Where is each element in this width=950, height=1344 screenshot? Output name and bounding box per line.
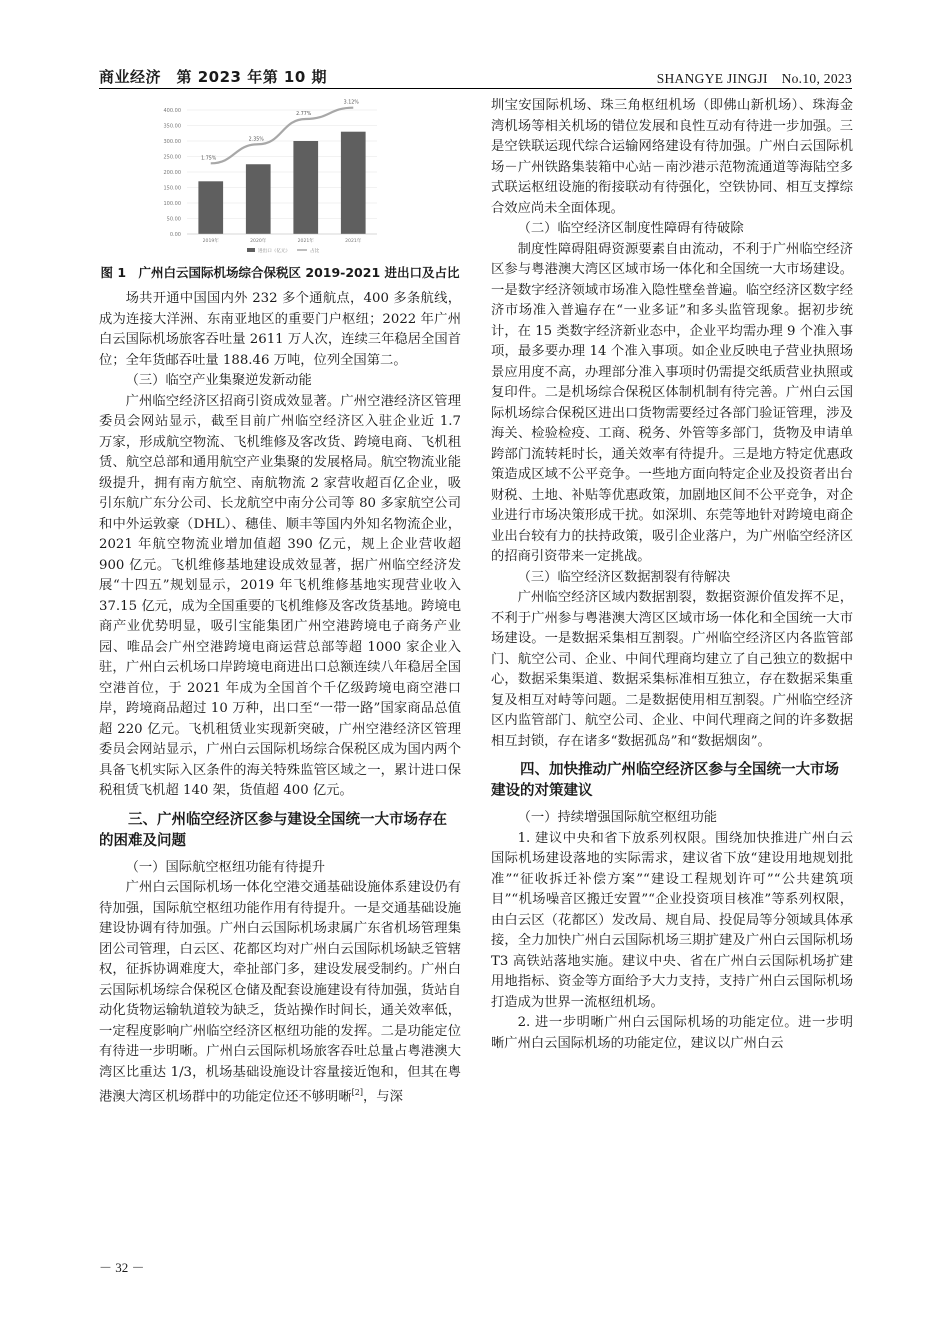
left-column xyxy=(99,96,461,1108)
y-tick-label: 300.00 xyxy=(163,139,181,145)
bar xyxy=(198,181,223,234)
legend-label: 占比 xyxy=(310,249,320,254)
figure-1 xyxy=(99,96,461,261)
right-column xyxy=(491,96,853,1054)
paragraph: 1. 建议中央和省下放系列权限。围绕加快推进广州白云国际机场建设落地的实际需求，建议省下放“建设用地规划批准”“征收拆迁补偿方案”“建设工程规划许可”“公共建筑项目”“机场噪音区搬迁安置”“企业投资项目核准”等系列权限，由白云区（花都区）发改局、规自局、投促局等分领域具体承接，全力加快广州白云国际机场三期扩建及广州白云国际机场 T3 高铁站落地实施。建议中央、省在广州白云国际机场扩建用地指标、资金等方面给予大力支持，支持广州白云国际机场打造成为世界一流枢纽机场。 xyxy=(491,830,853,1010)
subsection-heading: （三）临空产业集聚逆发新动能 xyxy=(125,373,312,388)
paragraph-text: ，与深 xyxy=(362,1089,403,1105)
y-tick-label: 200.00 xyxy=(163,170,181,176)
bar xyxy=(341,132,366,234)
x-tick-label: 2021年 xyxy=(297,239,314,244)
legend-swatch-bar xyxy=(247,248,255,252)
subsection-heading: （一）国际航空枢纽功能有待提升 xyxy=(125,859,326,875)
paragraph: 2. 进一步明晰广州白云国际机场的功能定位。进一步明晰广州白云国际机场的功能定位，建议以广州白云 xyxy=(491,1015,853,1051)
figure-caption: 图 1 广州白云国际机场综合保税区 2019-2021 进出口及占比 xyxy=(100,265,460,280)
line-data-label: 2.77% xyxy=(296,112,312,117)
x-tick-label: 2021年 xyxy=(345,239,362,244)
line-data-label: 3.12% xyxy=(343,100,359,106)
subsection-heading: （一）持续增强国际航空枢纽功能 xyxy=(517,810,718,825)
page-header xyxy=(99,64,852,89)
paragraph: 制度性障碍阻碍资源要素自由流动，不利于广州临空经济区参与粤港澳大湾区区域市场一体化和全国统一大市场建设。一是数字经济领域市场准入隐性壁垒普遍。临空经济区数字经济市场准入普遍存在“一业多证”和多头监管现象。据初步统计，在 15 类数字经济新业态中，企业平均需办理 9 个准入事项，最多要办理 14 个准入事项。如企业反映电子营业执照场景应用度不高，办理部分准入事项时仍需提交纸质营业执照或复印件。二是机场综合保税区体制机制有待完善。广州白云国际机场综合保税区进出口货物需要经过各部门验证管理，涉及海关、检验检疫、工商、税务、外管等多部门，货物及申请单跨部门流转耗时长，通关效率有待提升。三是地方特定优惠政策造成区域不公平竞争。一些地方面向特定企业及投资者出台财税、土地、补贴等优惠政策，加剧地区间不公平竞争，对企业进行市场决策形成干扰。如深圳、东莞等地针对跨境电商企业出台较有力的扶持政策，吸引企业落户，为广州临空经济区的招商引资带来一定挑战。 xyxy=(491,241,853,564)
x-tick-label: 2020年 xyxy=(250,239,267,244)
bar xyxy=(246,164,271,234)
legend-label: 进出口（亿元） xyxy=(258,249,291,254)
x-tick-label: 2019年 xyxy=(202,239,219,244)
y-tick-label: 250.00 xyxy=(163,154,181,161)
y-tick-label: 400.00 xyxy=(163,108,181,114)
y-tick-label: 100.00 xyxy=(163,201,181,207)
journal-title: 商业经济 第 2023 年第 10 期 xyxy=(99,68,328,86)
y-tick-label: 350.00 xyxy=(163,123,181,130)
section-heading: 四、加快推动广州临空经济区参与全国统一大市场建设的对策建议 xyxy=(491,762,839,799)
line-data-label: 1.75% xyxy=(201,156,217,162)
paragraph: 广州临空经济区招商引资成效显著。广州空港经济区管理委员会网站显示，截至目前广州临空经济区入驻企业近 1.7 万家，形成航空物流、飞机维修及客改货、跨境电商、飞机租赁、航空总部和通用航空产业集聚的发展格局。航空物流业能级提升，拥有南方航空、南航物流 2 家营收超百亿企业，吸引东航广东分公司、长龙航空中南分公司等 80 多家航空公司和中外运敦豪（DHL）、穗佳、顺丰等国内外知名物流企业，2021 年航空物流业增加值超 390 亿元，规上企业营收超 900 亿元。飞机维修基地建设成效显著，据广州临空经济发展“十四五”规划显示，2019 年飞机维修基地实现营业收入 37.15 亿元，成为全国重要的飞机维修及客改货基地。跨境电商产业优势明显，吸引宝能集团广州空港跨境电子商务产业园、唯品会广州空港跨境电商运营总部等超 1000 家企业入驻，广州白云机场口岸跨境电商进出口总额连续八年稳居全国空港首位，于 2021 年成为全国首个千亿级跨境电商空港口岸，跨境商品超过 10 万种，出口至“一带一路”国家商品总值超 220 亿元。飞机租赁业实现新突破，广州空港经济区管理委员会网站显示，广州白云国际机场综合保税区成为国内两个具备飞机实际入区条件的海关特殊监管区域之一，累计进口保税租赁飞机超 140 架，货值超 400 亿元。 xyxy=(99,393,461,798)
y-tick-label: 0.00 xyxy=(169,232,181,238)
reference-mark[interactable]: [2] xyxy=(351,1088,363,1097)
subsection-heading: （三）临空经济区数据割裂有待解决 xyxy=(517,569,731,585)
line-data-label: 2.35% xyxy=(248,137,264,143)
y-tick-label: 150.00 xyxy=(163,185,181,192)
section-heading: 三、广州临空经济区参与建设全国统一大市场存在的困难及问题 xyxy=(99,811,447,849)
page-number: － 32 － xyxy=(99,1260,145,1275)
paragraph: 圳宝安国际机场、珠三角枢纽机场（即佛山新机场）、珠海金湾机场等相关机场的错位发展和良性互动有待进一步加强。三是空铁联运现代综合运输网络建设有待加强。广州白云国际机场－广州铁路集装箱中心站－南沙港示范物流通道等海陆空多式联运枢纽设施的衔接联动有待强化，空铁协同、相互支撑综合效应尚未全面体现。 xyxy=(491,98,853,216)
paragraph: 广州临空经济区域内数据割裂，数据资源价值发挥不足，不利于广州参与粤港澳大湾区区域市场一体化和全国统一大市场建设。一是数据采集相互割裂。广州临空经济区内各监管部门、航空公司、企业、中间代理商均建立了自己独立的数据中心，数据采集渠道、数据采集标准相互独立，存在数据采集重复及相互对峙等问题。二是数据使用相互割裂。广州临空经济区内监管部门、航空公司、企业、中间代理商之间的许多数据相互封锁，存在诸多“数据孤岛”和“数据烟囱”。 xyxy=(491,590,853,749)
paragraph: 场共开通中国国内外 232 多个通航点，400 多条航线，成为连接大洋洲、东南亚地区的重要门户枢纽；2022 年广州白云国际机场旅客吞吐量 2611 万人次，连续三年稳居全国首位；全年货邮吞吐量 188.46 万吨，位列全国第二。 xyxy=(99,291,461,368)
subsection-heading: （二）临空经济区制度性障碍有待破除 xyxy=(517,221,744,236)
line-series xyxy=(211,108,354,164)
paragraph-text: 广州白云国际机场一体化空港交通基础设施体系建设仍有待加强，国际航空枢纽功能作用有待提升。一是交通基础设施建设协调有待加强。广州白云国际机场隶属广东省机场管理集团公司管理，白云区、花都区均对广州白云国际机场缺乏管辖权，征拆协调难度大，牵扯部门多，建设发展受制约。广州白云国际机场综合保税区仓储及配套设施建设有待加强，货站自动化货物运输轨道较为缺乏，货站操作时间长，通关效率低，一定程度影响广州临空经济区枢纽功能的发挥。二是功能定位有待进一步明晰。广州白云国际机场旅客吞吐总量占粤港澳大湾区比重达 1/3，机场基础设施设计容量接近饱和，但其在粤港澳大湾区机场群中的功能定位还不够明晰 xyxy=(99,880,461,1105)
bar-line-chart xyxy=(99,96,461,261)
y-tick-label: 50.00 xyxy=(166,216,181,223)
paragraph xyxy=(99,878,461,1108)
bar xyxy=(293,141,318,234)
journal-title-en: SHANGYE JINGJI No.10, 2023 xyxy=(656,71,852,86)
